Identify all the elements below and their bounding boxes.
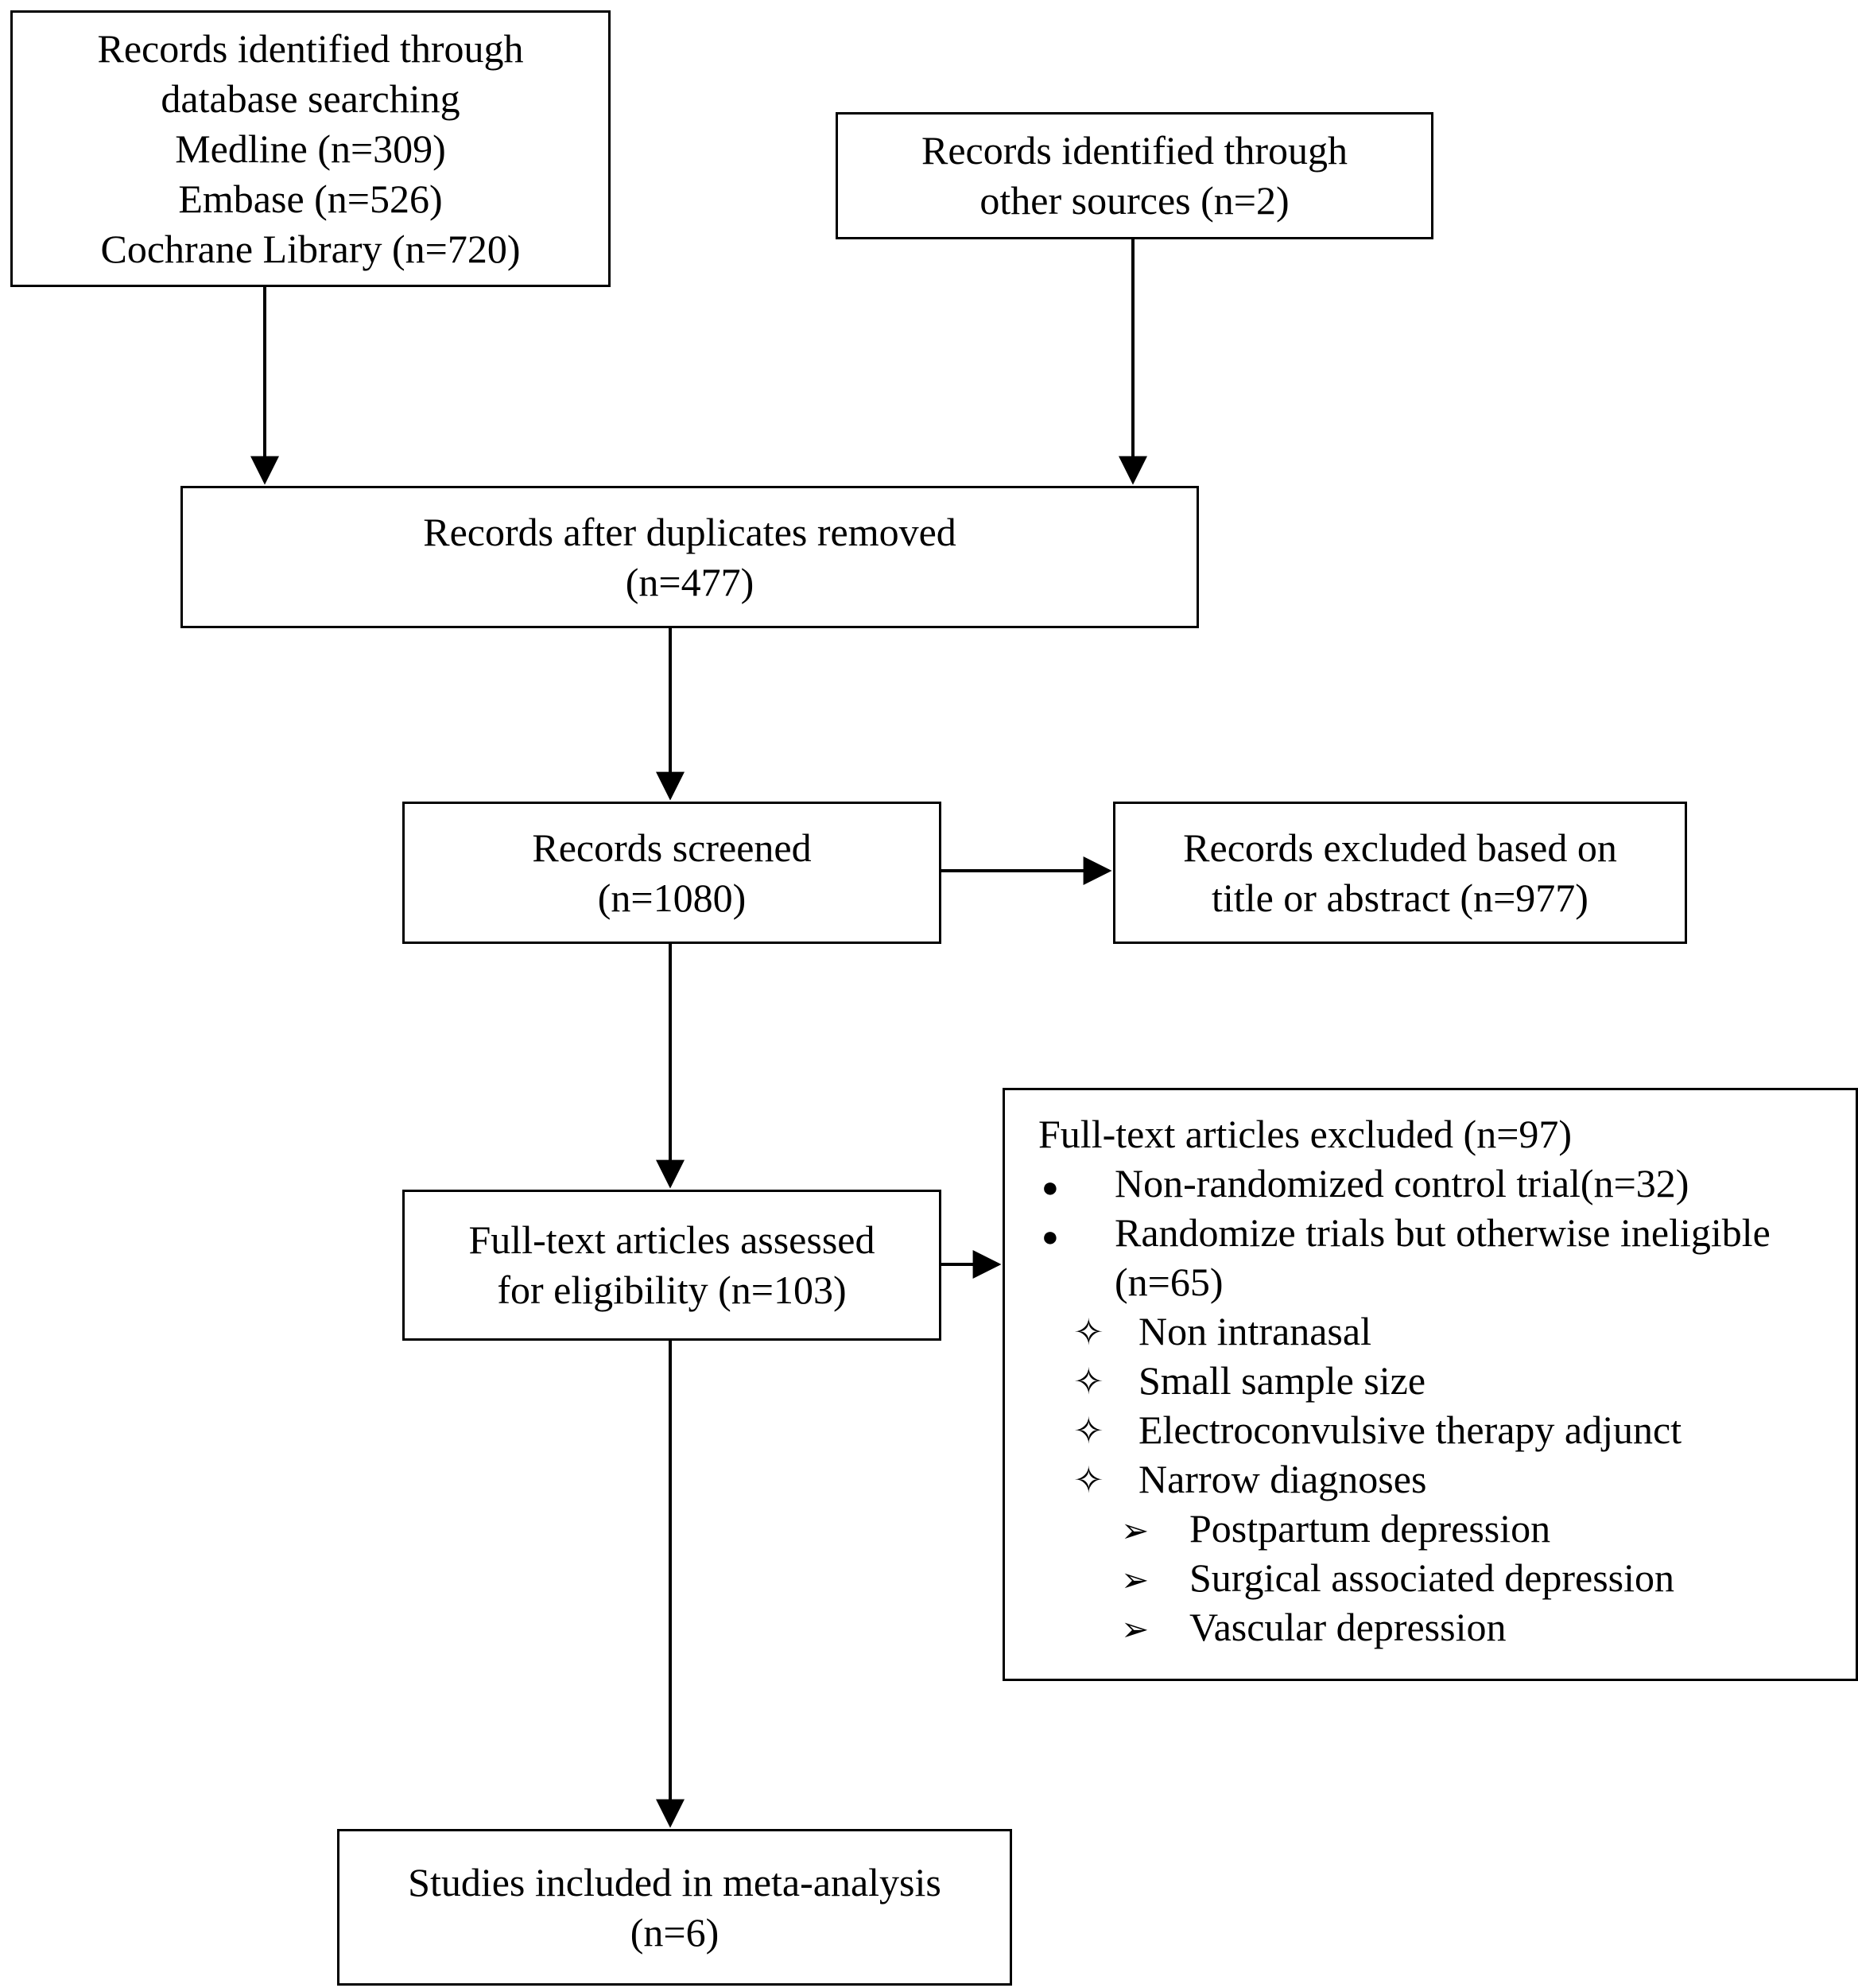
arrowhead-bullet-icon: ➢ [1121,1563,1150,1599]
diamond-bullet-icon: ✧ [1073,1312,1104,1353]
box-text-line: Cochrane Library (n=720) [100,226,521,271]
list-item-text: Small sample size [1138,1358,1426,1403]
box-text-line: Records identified through [921,128,1348,173]
diamond-bullet-icon: ✧ [1073,1361,1104,1402]
box-text-line: database searching [161,76,460,121]
list-item [1005,1208,1841,1307]
list-item-text: Non-randomized control trial(n=32) [1115,1161,1689,1206]
list-item-text: Electroconvulsive therapy adjunct [1138,1408,1682,1452]
fulltext-excluded-title: Full-text articles excluded (n=97) [1038,1112,1573,1156]
list-item [1005,1553,1841,1602]
box-text-line: title or abstract (n=977) [1212,875,1588,920]
box-records-screened [402,802,941,944]
box-text-line: for eligibility (n=103) [497,1268,847,1312]
diamond-bullet-icon: ✧ [1073,1411,1104,1451]
box-records-excluded-screening [1113,802,1687,944]
box-records-database [10,10,611,287]
box-studies-included [337,1829,1012,1986]
list-item [1005,1356,1841,1405]
arrowhead-bullet-icon: ➢ [1121,1612,1150,1648]
list-item-text: Surgical associated depression [1189,1555,1675,1600]
list-item [1005,1307,1841,1356]
disc-bullet-icon: ● [1041,1171,1059,1203]
box-text-line: (n=1080) [597,875,747,920]
arrowhead-bullet-icon: ➢ [1121,1513,1150,1550]
box-text-line: Records screened [532,825,812,870]
box-duplicates-removed [180,486,1199,628]
box-text-line: Studies included in meta-analysis [408,1859,941,1905]
box-text-line: Records after duplicates removed [423,509,956,554]
list-item-text: Vascular depression [1189,1605,1507,1649]
box-text-line: (n=6) [630,1909,720,1955]
list-item-text: Randomize trials but otherwise ineligible (n=65) [1115,1210,1771,1304]
box-text-line: Embase (n=526) [178,176,443,221]
box-text-line: Full-text articles assessed [468,1217,875,1262]
list-item [1005,1454,1841,1504]
list-item-text: Non intranasal [1138,1309,1371,1353]
list-item [1005,1405,1841,1454]
box-text-line: Records excluded based on [1183,825,1617,870]
list-item-text: Postpartum depression [1189,1506,1551,1551]
list-item [1005,1159,1841,1208]
box-text-line: other sources (n=2) [979,178,1290,223]
box-fulltext-assessed [402,1190,941,1341]
list-item [1005,1602,1841,1652]
box-text-line: Medline (n=309) [175,126,446,171]
diamond-bullet-icon: ✧ [1073,1460,1104,1501]
box-text-line: Records identified through [97,25,524,71]
list-item-text: Narrow diagnoses [1138,1457,1427,1501]
list-item [1005,1504,1841,1553]
box-fulltext-excluded [1003,1088,1858,1681]
box-records-other-sources [836,112,1433,239]
box-text-line: (n=477) [625,559,754,604]
disc-bullet-icon: ● [1041,1221,1059,1252]
